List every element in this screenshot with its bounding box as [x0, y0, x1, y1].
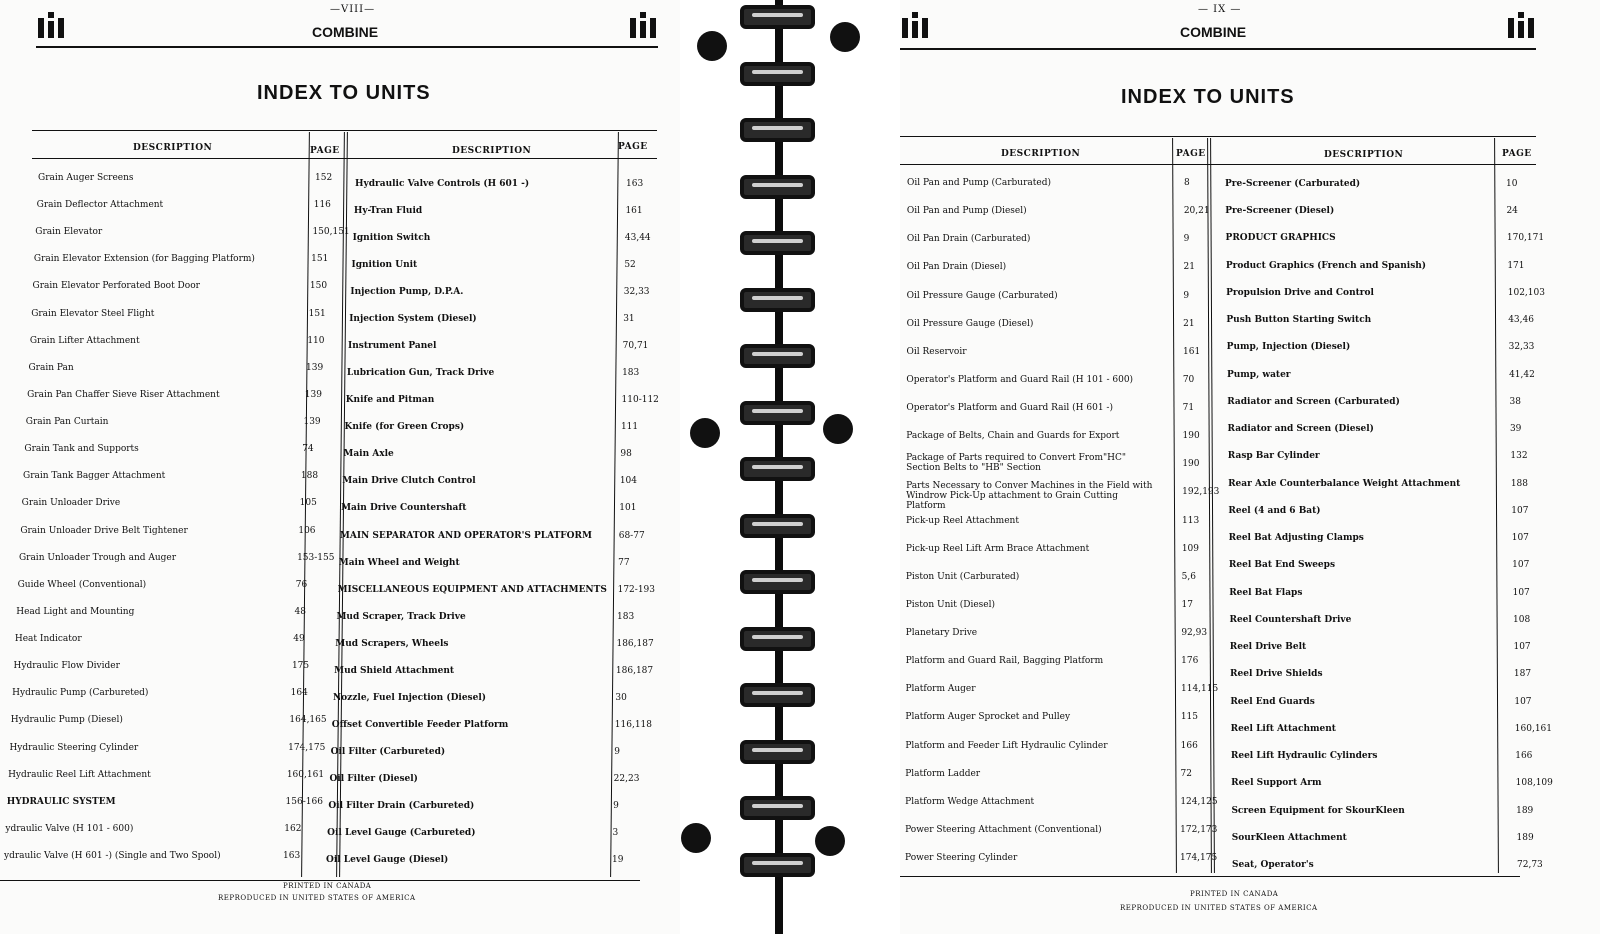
index-entry-page: 9	[1183, 234, 1190, 245]
punch-hole	[815, 826, 845, 856]
index-entry-page: 152	[315, 173, 333, 183]
index-entry-page: 3	[612, 827, 619, 838]
index-entry-description: Grain Pan Curtain	[25, 417, 109, 428]
index-entry-description: Oil Filter Drain (Carbureted)	[328, 800, 475, 811]
ih-logo-icon	[38, 12, 64, 38]
index-entry-description: Ignition Unit	[351, 260, 418, 271]
index-entry-description: Reel Lift Attachment	[1230, 723, 1336, 734]
index-entry-page: 92,93	[1181, 628, 1208, 638]
index-entry-description: Platform Wedge Attachment	[905, 796, 1035, 807]
index-entry-page: 72,73	[1517, 860, 1543, 870]
index-entry-description: Mud Shield Attachment	[334, 665, 455, 676]
index-entry-description: Piston Unit (Carburated)	[905, 571, 1020, 582]
index-entry-description: Parts Necessary to Conver Machines in the Field with Windrow Pick-Up attachment to Grain Cutting Platform	[906, 481, 1153, 512]
index-entry-page: 192,193	[1182, 487, 1220, 498]
index-entry-description: Rasp Bar Cylinder	[1227, 451, 1320, 462]
index-entry-page: 161	[1183, 346, 1201, 357]
index-entry-page: 43,44	[624, 233, 651, 244]
index-entry-description: Grain Elevator Extension (for Bagging Platform)	[33, 254, 255, 265]
index-entry-page: 115	[1180, 712, 1199, 723]
column-divider	[1172, 138, 1177, 873]
index-entry-page: 5,6	[1181, 571, 1196, 582]
index-entry-description: Ignition Switch	[352, 233, 431, 244]
index-entry-description: Injection Pump, D.P.A.	[350, 287, 464, 298]
index-entry-page: 77	[618, 557, 630, 568]
column-header-page: PAGE	[310, 146, 340, 156]
index-entry-description: Grain Pan Chaffer Sieve Riser Attachment	[27, 389, 220, 400]
table-top-rule	[900, 136, 1536, 137]
column-header-page: PAGE	[618, 142, 648, 152]
index-entry-description: Piston Unit (Diesel)	[905, 599, 995, 610]
header-rule	[900, 48, 1536, 50]
index-entry-description: Grain Pan	[28, 362, 74, 373]
index-entry-page: 114,115	[1181, 684, 1219, 695]
index-entry-page: 109	[1181, 543, 1200, 554]
column-header-description: DESCRIPTION	[1324, 150, 1404, 160]
footer-printed: PRINTED IN CANADA	[1190, 890, 1279, 898]
punch-hole	[690, 418, 720, 448]
index-entry-description: Radiator and Screen (Diesel)	[1227, 424, 1374, 435]
page-title: INDEX TO UNITS	[257, 82, 431, 104]
index-entry-description: Oil Level Gauge (Carbureted)	[327, 827, 476, 838]
index-entry-description: Oil Pan and Pump (Diesel)	[906, 206, 1027, 217]
page-number: — IX —	[1198, 4, 1242, 15]
table-bottom-rule	[0, 880, 640, 881]
index-entry-page: 150,151	[312, 227, 350, 238]
column-header-page: PAGE	[1176, 149, 1206, 159]
index-entry-page: 20,21	[1183, 206, 1210, 217]
index-entry-description: Hydraulic Reel Lift Attachment	[8, 769, 151, 780]
index-entry-page: 151	[311, 254, 329, 265]
index-entry-description: Radiator and Screen (Carburated)	[1227, 396, 1400, 407]
index-entry-page: 8	[1184, 178, 1190, 188]
index-entry-page: 105	[299, 498, 317, 509]
index-entry-description: Hydraulic Pump (Carbureted)	[12, 688, 149, 699]
index-entry-description: Mud Scrapers, Wheels	[335, 638, 449, 649]
index-entry-page: 139	[304, 389, 322, 400]
index-entry-page: 188	[300, 471, 319, 482]
table-header-rule	[900, 164, 1536, 165]
index-entry-page: 132	[1510, 451, 1528, 462]
index-entry-description: Grain Unloader Trough and Auger	[18, 552, 177, 563]
index-entry-page: 183	[617, 611, 635, 622]
index-entry-page: 190	[1182, 431, 1200, 442]
index-entry-page: 175	[291, 661, 310, 672]
index-entry-page: 107	[1512, 560, 1530, 571]
index-entry-page: 101	[619, 503, 637, 514]
index-entry-page: 160,161	[1514, 723, 1553, 734]
index-entry-page: 21	[1183, 318, 1195, 329]
index-entry-description: Hydraulic Steering Cylinder	[9, 742, 139, 753]
index-entry-description: HYDRAULIC SYSTEM	[6, 796, 116, 807]
index-entry-page: 68-77	[618, 530, 645, 541]
index-entry-description: Operator's Platform and Guard Rail (H 601 -)	[906, 403, 1113, 413]
index-entry-description: Reel Bat Flaps	[1229, 587, 1303, 598]
index-entry-page: 186,187	[616, 638, 654, 649]
index-entry-page: 174,175	[288, 742, 326, 753]
index-entry-description: Oil Filter (Diesel)	[329, 773, 418, 784]
binding-loop	[740, 627, 815, 651]
column-divider	[1494, 138, 1499, 873]
index-entry-description: Reel Bat End Sweeps	[1228, 560, 1336, 571]
index-entry-page: 164,165	[289, 715, 327, 726]
index-entry-page: 102,103	[1507, 287, 1545, 298]
binding-loop	[740, 62, 815, 86]
binding-loop	[740, 853, 815, 877]
index-entry-page: 176	[1181, 656, 1199, 667]
index-entry-description: Pre-Screener (Diesel)	[1225, 206, 1335, 217]
index-entry-description: ydraulic Valve (H 101 - 600)	[5, 823, 134, 834]
index-entry-description: Reel Lift Hydraulic Cylinders	[1230, 751, 1378, 762]
index-entry-page: 70,71	[622, 341, 649, 352]
index-entry-page: 164	[290, 688, 308, 699]
index-entry-description: Reel Drive Shields	[1230, 669, 1323, 680]
index-entry-page: 166	[1515, 751, 1533, 762]
index-entry-description: Pick-up Reel Attachment	[906, 515, 1019, 526]
index-entry-description: Hydraulic Pump (Diesel)	[10, 715, 123, 726]
index-entry-description: Platform Auger	[905, 684, 976, 695]
index-entry-description: Package of Parts required to Convert From"HC" Section Belts to "HB" Section	[906, 453, 1127, 474]
index-entry-description: MAIN SEPARATOR AND OPERATOR'S PLATFORM	[339, 530, 592, 541]
index-entry-page: 156-166	[285, 796, 323, 807]
index-entry-description: Oil Pan Drain (Carburated)	[906, 234, 1031, 245]
index-entry-description: MISCELLANEOUS EQUIPMENT AND ATTACHMENTS	[337, 584, 607, 595]
index-entry-page: 72	[1180, 768, 1192, 779]
index-entry-page: 71	[1182, 403, 1195, 413]
index-entry-page: 139	[303, 417, 321, 428]
index-entry-description: Grain Tank and Supports	[24, 444, 139, 455]
index-entry-page: 172,173	[1180, 824, 1218, 835]
index-entry-page: 190	[1182, 459, 1200, 470]
index-entry-page: 17	[1181, 599, 1193, 610]
index-entry-page: 107	[1512, 587, 1530, 598]
index-entry-page: 171	[1507, 260, 1525, 271]
binding-loop	[740, 344, 815, 368]
index-entry-page: 111	[620, 422, 639, 433]
index-entry-page: 163	[283, 851, 301, 861]
index-entry-description: Oil Filter (Carbureted)	[330, 746, 446, 757]
index-entry-page: 52	[624, 260, 636, 271]
index-entry-page: 43,46	[1508, 315, 1534, 326]
index-entry-description: Pump, water	[1226, 369, 1291, 380]
index-entry-description: Screen Equipment for SkourKleen	[1231, 805, 1405, 816]
index-entry-description: Product Graphics (French and Spanish)	[1225, 260, 1427, 271]
binding-loop	[740, 288, 815, 312]
left-page	[0, 0, 680, 934]
index-entry-description: PRODUCT GRAPHICS	[1225, 233, 1336, 244]
footer-reproduced: REPRODUCED IN UNITED STATES OF AMERICA	[218, 894, 416, 902]
index-entry-description: Grain Elevator Steel Flight	[31, 308, 155, 319]
index-entry-description: Oil Pressure Gauge (Carburated)	[906, 290, 1058, 301]
index-entry-description: Hy-Tran Fluid	[353, 206, 423, 217]
index-entry-page: 38	[1509, 396, 1521, 407]
index-entry-description: Oil Pressure Gauge (Diesel)	[906, 318, 1034, 329]
index-entry-page: 104	[619, 476, 638, 487]
index-entry-description: Reel Countershaft Drive	[1229, 614, 1352, 625]
index-entry-description: Power Steering Cylinder	[905, 853, 1018, 863]
index-entry-description: Knife (for Green Crops)	[344, 422, 465, 433]
index-entry-description: Platform and Feeder Lift Hydraulic Cylinder	[905, 740, 1108, 751]
index-entry-page: 151	[308, 308, 326, 319]
index-entry-page: 107	[1511, 505, 1529, 516]
index-entry-description: Power Steering Attachment (Conventional)	[905, 824, 1102, 835]
index-entry-description: Oil Pan Drain (Diesel)	[906, 262, 1007, 273]
index-entry-description: Push Button Starting Switch	[1226, 315, 1372, 326]
index-entry-description: Guide Wheel (Conventional)	[17, 579, 147, 590]
page-number: —VIII—	[330, 4, 376, 15]
index-entry-page: 9	[1183, 290, 1190, 301]
index-entry-description: Propulsion Drive and Control	[1226, 287, 1374, 298]
binding-loop	[740, 457, 815, 481]
index-entry-page: 107	[1511, 533, 1529, 544]
index-entry-description: Platform Auger Sprocket and Pulley	[905, 712, 1071, 723]
binding-loop	[740, 175, 815, 199]
index-entry-page: 49	[293, 634, 305, 645]
index-entry-page: 9	[613, 800, 619, 811]
index-entry-description: Oil Reservoir	[906, 346, 967, 357]
column-header-page: PAGE	[1502, 149, 1532, 159]
header-title: COMBINE	[1180, 24, 1247, 40]
index-entry-page: 166	[1180, 740, 1198, 751]
index-entry-page: 10	[1506, 179, 1518, 189]
binding-loop	[740, 514, 815, 538]
index-entry-page: 116,118	[614, 719, 653, 730]
binding-loop	[740, 796, 815, 820]
index-entry-description: Pick-up Reel Lift Arm Brace Attachment	[905, 543, 1090, 554]
index-entry-description: Mud Scraper, Track Drive	[336, 611, 466, 622]
index-entry-page: 170,171	[1506, 233, 1545, 244]
index-entry-description: Grain Elevator Perforated Boot Door	[32, 281, 200, 292]
index-entry-description: Head Light and Mounting	[16, 606, 135, 617]
index-entry-page: 160,161	[286, 769, 325, 780]
index-entry-page: 188	[1510, 478, 1529, 489]
index-entry-description: Reel End Guards	[1230, 696, 1315, 707]
spiral-binding	[680, 0, 900, 934]
punch-hole	[830, 22, 860, 52]
index-entry-page: 108	[1513, 614, 1531, 625]
index-entry-page: 22,23	[613, 773, 640, 784]
index-entry-description: Grain Unloader Drive	[21, 498, 121, 509]
index-entry-description: Grain Lifter Attachment	[29, 335, 140, 346]
index-entry-description: Knife and Pitman	[345, 395, 435, 406]
index-entry-page: 32,33	[623, 287, 650, 298]
index-entry-description: Platform and Guard Rail, Bagging Platform	[905, 656, 1104, 667]
footer-reproduced: REPRODUCED IN UNITED STATES OF AMERICA	[1120, 904, 1318, 912]
index-entry-description: Main Wheel and Weight	[338, 557, 460, 568]
index-entry-description: Hydraulic Flow Divider	[13, 661, 120, 672]
index-entry-page: 108,109	[1515, 778, 1553, 789]
index-entry-description: Reel Support Arm	[1231, 778, 1322, 789]
ih-logo-icon	[902, 12, 928, 38]
index-entry-description: Pump, Injection (Diesel)	[1226, 342, 1351, 353]
index-entry-page: 9	[614, 746, 620, 757]
punch-hole	[823, 414, 853, 444]
binding-loop	[740, 570, 815, 594]
index-entry-page: 107	[1513, 642, 1531, 653]
index-entry-description: Oil Pan and Pump (Carburated)	[907, 178, 1051, 188]
column-divider	[610, 132, 619, 877]
index-entry-description: Hydraulic Valve Controls (H 601 -)	[355, 179, 530, 189]
header-rule	[36, 46, 658, 48]
table-top-rule	[32, 130, 657, 131]
column-header-description: DESCRIPTION	[1001, 149, 1081, 159]
index-entry-description: Grain Elevator	[35, 227, 103, 238]
binding-loop	[740, 118, 815, 142]
index-entry-page: 32,33	[1508, 342, 1535, 353]
binding-loop	[740, 401, 815, 425]
footer-printed: PRINTED IN CANADA	[283, 882, 372, 890]
column-header-description: DESCRIPTION	[452, 146, 532, 156]
ih-logo-icon	[630, 12, 656, 38]
index-entry-page: 161	[625, 206, 643, 217]
index-entry-page: 41,42	[1509, 369, 1535, 380]
index-entry-description: Heat Indicator	[14, 634, 82, 645]
index-entry-page: 187	[1513, 669, 1532, 680]
index-entry-description: Main Drive Countershaft	[341, 503, 467, 514]
column-header-description: DESCRIPTION	[133, 143, 213, 153]
index-entry-page: 124,125	[1180, 796, 1218, 807]
punch-hole	[697, 31, 727, 61]
index-entry-page: 174,175	[1180, 853, 1218, 863]
index-entry-description: Planetary Drive	[905, 628, 978, 638]
index-entry-description: Reel (4 and 6 Bat)	[1228, 505, 1321, 516]
binding-loop	[740, 740, 815, 764]
index-entry-description: Platform Ladder	[905, 768, 981, 779]
index-entry-description: Lubrication Gun, Track Drive	[346, 368, 495, 379]
index-entry-page: 19	[612, 855, 624, 865]
index-entry-page: 172-193	[617, 584, 655, 595]
index-entry-page: 98	[620, 449, 632, 460]
right-page	[900, 0, 1600, 934]
index-entry-description: SourKleen Attachment	[1231, 832, 1347, 843]
index-entry-page: 48	[294, 606, 306, 617]
index-entry-description: Main Axle	[343, 449, 394, 460]
index-entry-page: 110	[307, 335, 325, 346]
index-entry-description: Instrument Panel	[348, 341, 437, 352]
index-entry-description: Injection System (Diesel)	[349, 314, 477, 325]
index-entry-page: 153-155	[297, 552, 335, 563]
index-entry-page: 150	[309, 281, 328, 292]
index-entry-description: Grain Unloader Drive Belt Tightener	[20, 525, 188, 536]
punch-hole	[681, 823, 711, 853]
index-entry-description: Reel Drive Belt	[1229, 642, 1307, 653]
index-entry-description: Rear Axle Counterbalance Weight Attachment	[1228, 478, 1461, 489]
index-entry-page: 107	[1514, 696, 1532, 707]
binding-loop	[740, 5, 815, 29]
index-entry-page: 139	[306, 362, 324, 373]
index-entry-page: 30	[615, 692, 627, 703]
index-entry-description: Seat, Operator's	[1232, 860, 1314, 870]
index-entry-page: 113	[1182, 515, 1200, 526]
index-entry-page: 186,187	[615, 665, 654, 676]
index-entry-page: 189	[1516, 805, 1534, 816]
index-entry-description: Main Drive Clutch Control	[342, 476, 476, 487]
ih-logo-icon	[1508, 12, 1534, 38]
index-entry-page: 162	[284, 823, 302, 834]
index-entry-page: 110-112	[621, 395, 659, 406]
binding-loop	[740, 683, 815, 707]
index-entry-page: 70	[1182, 374, 1195, 385]
index-entry-page: 163	[626, 179, 644, 189]
index-entry-description: Operator's Platform and Guard Rail (H 101 - 600)	[906, 374, 1134, 385]
index-entry-page: 39	[1509, 424, 1522, 435]
index-entry-description: Oil Level Gauge (Diesel)	[326, 855, 449, 865]
index-entry-page: 31	[623, 314, 635, 325]
index-entry-page: 116	[313, 200, 331, 211]
index-entry-description: Pre-Screener (Carburated)	[1225, 179, 1361, 189]
index-entry-description: Reel Bat Adjusting Clamps	[1228, 533, 1364, 544]
index-entry-page: 183	[622, 368, 640, 379]
index-entry-description: Grain Tank Bagger Attachment	[23, 471, 166, 482]
index-entry-page: 74	[302, 444, 314, 455]
index-entry-page: 76	[295, 579, 308, 590]
index-entry-description: Package of Belts, Chain and Guards for Export	[906, 431, 1120, 442]
index-entry-page: 21	[1183, 262, 1195, 273]
index-entry-description: Grain Deflector Attachment	[36, 200, 164, 211]
table-bottom-rule	[900, 876, 1520, 877]
binding-loop	[740, 231, 815, 255]
index-entry-page: 106	[298, 525, 316, 536]
index-entry-page: 24	[1506, 206, 1518, 217]
index-entry-description: Nozzle, Fuel Injection (Diesel)	[332, 692, 487, 703]
header-title: COMBINE	[312, 24, 379, 40]
index-entry-page: 189	[1516, 832, 1534, 843]
index-entry-description: Offset Convertible Feeder Platform	[331, 719, 509, 730]
page-title: INDEX TO UNITS	[1121, 86, 1295, 108]
index-entry-description: Grain Auger Screens	[38, 173, 134, 183]
index-entry-description: ydraulic Valve (H 601 -) (Single and Two Spool)	[4, 851, 221, 861]
